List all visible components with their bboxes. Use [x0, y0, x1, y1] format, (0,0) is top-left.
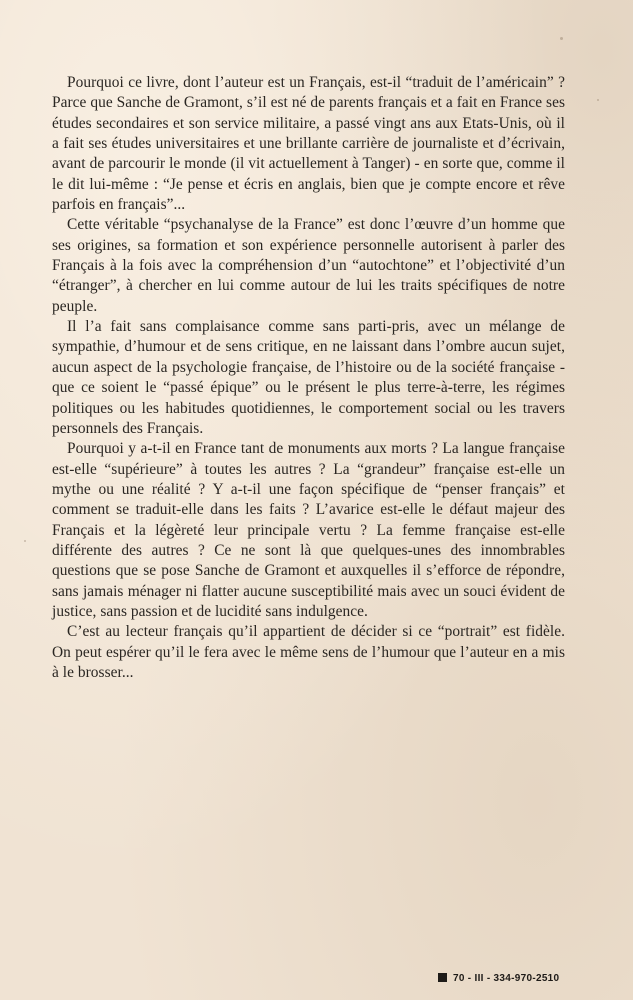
blurb-paragraph-1: Pourquoi ce livre, dont l’auteur est un Français, est-il “traduit de l’américain” ? Parce que Sanche de Gramont, s’il est né de parents français et a fait en France ses études secondaires et son service militaire, a passé vingt ans aux Etats-Unis, où il a fait ses études universitaires et une brillante carrière de journaliste et d’écrivain, avant de parcourir le monde (il vit actuellement à Tanger) - en sorte que, comme il le dit lui-même : “Je pense et écris en anglais, bien que je compte encore et rêve parfois en français”...	[52, 74, 565, 214]
paper-speck	[24, 540, 26, 542]
paper-speck	[597, 99, 599, 101]
blurb-paragraph-5: C’est au lecteur français qu’il appartient de décider si ce “portrait” est fidèle. On peut espérer qu’il le fera avec le même sens de l’humour que l’auteur en a mis à le brosser...	[52, 623, 565, 681]
blurb-text	[52, 73, 565, 683]
catalog-code-text: 70 - III - 334-970-2510	[453, 973, 560, 984]
blurb-paragraph-3: Il l’a fait sans complaisance comme sans parti-pris, avec un mélange de sympathie, d’humour et de sens critique, en ne laissant dans l’ombre aucun sujet, aucun aspect de la psychologie française, de l’histoire ou de la société française - que ce soient le “passé épique” ou le présent le plus terre-à-terre, les régimes politiques ou les habitudes quotidiennes, le comportement social ou les travers personnels des Français.	[52, 318, 565, 437]
blurb-paragraph-2: Cette véritable “psychanalyse de la France” est donc l’œuvre d’un homme que ses origines, sa formation et son expérience personnelle autorisent à parler des Français à la fois avec la compréhension d’un “autochtone” et l’objectivité d’un “étranger”, à chercher en lui comme autour de lui les traits spécifiques de notre peuple.	[52, 216, 565, 315]
catalog-code	[438, 973, 559, 984]
paper-speck	[560, 37, 563, 40]
blurb-paragraph-4: Pourquoi y a-t-il en France tant de monuments aux morts ? La langue française est-elle “supérieure” à toutes les autres ? La “grandeur” française est-elle un mythe ou une réalité ? Y a-t-il une façon spécifique de “penser français” et comment se traduit-elle dans les faits ? L’avarice est-elle le défaut majeur des Français et la légèreté leur principale vertu ? La femme française est-elle différente des autres ? Ce ne sont là que quelques-unes des innombrables questions que se pose Sanche de Gramont et auxquelles il s’efforce de répondre, sans jamais ménager ni flatter aucune susceptibilité mais avec un souci évident de justice, sans passion et de lucidité sans indulgence.	[52, 440, 565, 620]
black-square-icon	[438, 973, 447, 982]
